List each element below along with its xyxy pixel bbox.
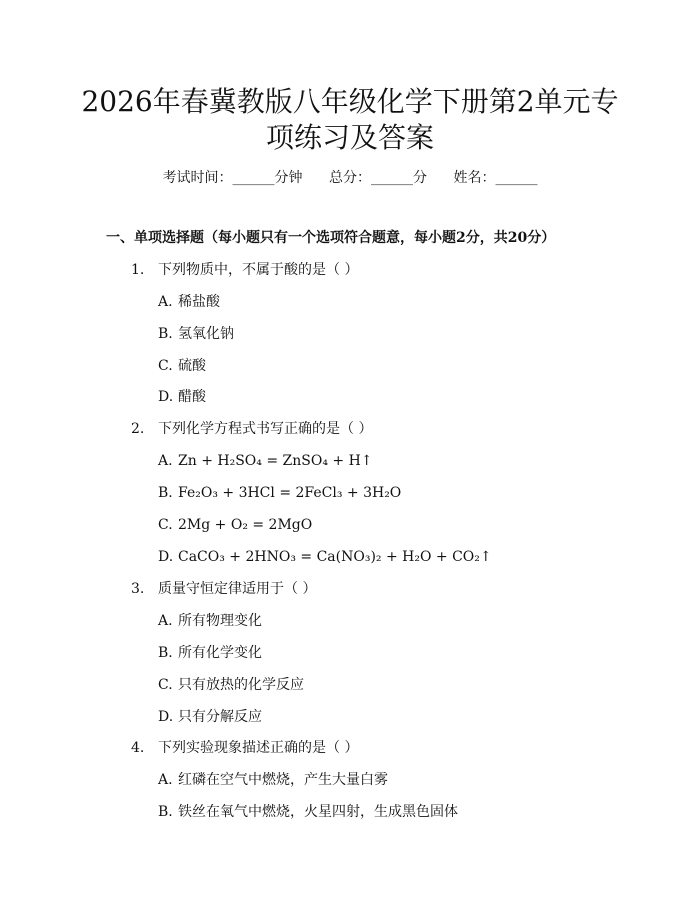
option-letter: C. [158, 517, 173, 533]
option-item [158, 451, 373, 471]
question-number: 1. [131, 262, 145, 278]
option-text: Fe₂O₃ + 3HCl = 2FeCl₃ + 3H₂O [178, 485, 402, 501]
exam-time-field [163, 168, 303, 188]
total-score-unit: 分 [413, 170, 427, 186]
question-stem [131, 260, 358, 280]
option-letter: A. [158, 453, 173, 469]
option-letter: C. [158, 358, 173, 374]
option-text: 醋酸 [178, 389, 206, 405]
option-item [158, 643, 262, 663]
option-text: 稀盐酸 [178, 294, 220, 310]
question-text: 质量守恒定律适用于（ ） [158, 581, 317, 597]
student-name-label: 姓名： [453, 170, 496, 186]
option-text: 2Mg + O₂ = 2MgO [178, 517, 313, 533]
option-item [158, 324, 234, 344]
option-letter: D. [158, 549, 174, 565]
question-stem [131, 579, 316, 599]
option-letter: A. [158, 294, 173, 310]
option-text: CaCO₃ + 2HNO₃ = Ca(NO₃)₂ + H₂O + CO₂↑ [178, 549, 492, 565]
total-score-field [329, 168, 427, 188]
option-text: 只有分解反应 [178, 709, 262, 725]
total-score-blank: ______ [371, 170, 413, 186]
exam-info-row [0, 168, 700, 188]
option-item [158, 387, 206, 407]
question-number: 3. [131, 581, 145, 597]
option-letter: C. [158, 677, 173, 693]
option-letter: D. [158, 709, 174, 725]
option-letter: A. [158, 772, 173, 788]
option-letter: B. [158, 485, 173, 501]
option-text: 铁丝在氧气中燃烧，火星四射，生成黑色固体 [178, 804, 458, 820]
question-stem [131, 419, 372, 439]
student-name-blank: ______ [495, 170, 538, 186]
option-item [158, 515, 312, 535]
question-stem [131, 738, 358, 758]
option-item [158, 707, 262, 727]
option-text: 氢氧化钠 [178, 326, 234, 342]
option-letter: B. [158, 804, 173, 820]
question-number: 4. [131, 740, 145, 756]
document-title-line-2: 项练习及答案 [265, 121, 434, 154]
exam-time-unit: 分钟 [274, 170, 303, 186]
option-text: 硫酸 [178, 358, 206, 374]
student-name-field [453, 168, 537, 188]
option-item [158, 547, 492, 567]
exam-time-blank: ______ [232, 170, 275, 186]
option-text: 只有放热的化学反应 [178, 677, 304, 693]
option-letter: B. [158, 326, 173, 342]
exam-time-label: 考试时间： [162, 170, 233, 186]
option-item [158, 292, 220, 312]
total-score-label: 总分： [329, 170, 371, 186]
option-item [158, 770, 388, 790]
option-text: 所有物理变化 [178, 613, 262, 629]
question-text: 下列化学方程式书写正确的是（ ） [158, 421, 373, 437]
question-text: 下列实验现象描述正确的是（ ） [158, 740, 359, 756]
document-title-line-1: 2026年春冀教版八年级化学下册第2单元专 [81, 85, 619, 118]
option-item [158, 611, 262, 631]
option-letter: D. [158, 389, 174, 405]
question-number: 2. [131, 421, 145, 437]
option-letter: A. [158, 613, 173, 629]
section-heading: 一、单项选择题（每小题只有一个选项符合题意，每小题2分，共20分） [106, 230, 556, 246]
option-text: Zn + H₂SO₄ = ZnSO₄ + H↑ [178, 453, 373, 469]
option-text: 所有化学变化 [178, 645, 262, 661]
option-item [158, 483, 401, 503]
option-item [158, 675, 304, 695]
option-item [158, 802, 458, 822]
option-text: 红磷在空气中燃烧，产生大量白雾 [178, 772, 388, 788]
question-text: 下列物质中，不属于酸的是（ ） [158, 262, 359, 278]
option-letter: B. [158, 645, 173, 661]
option-item [158, 356, 206, 376]
